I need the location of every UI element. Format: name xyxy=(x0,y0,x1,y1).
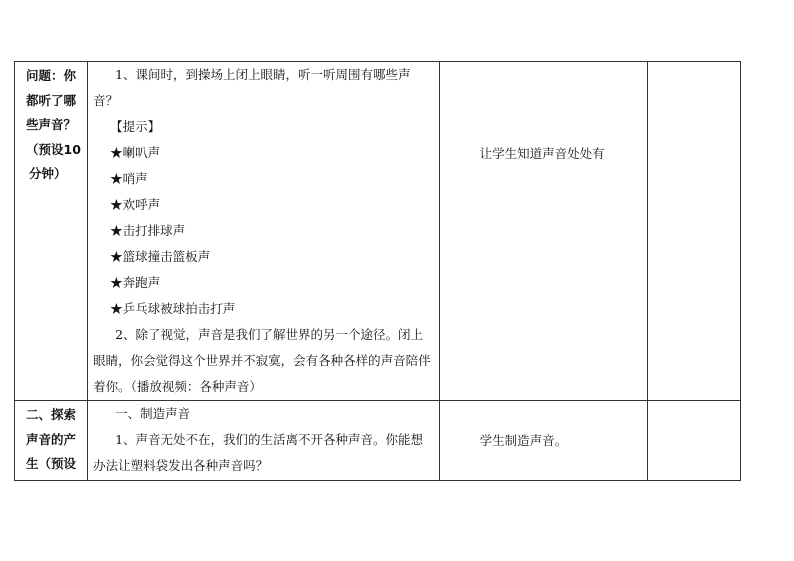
table-row xyxy=(15,62,741,401)
activity-paragraph: 1、课间时，到操场上闭上眼睛，听一听周围有哪些声音？ xyxy=(93,67,411,108)
goal-text: 让学生知道声音处处有 xyxy=(479,146,605,161)
lesson-plan-table xyxy=(14,61,741,481)
hint-item: ★奔跑声 xyxy=(110,275,161,290)
note-cell xyxy=(647,62,740,401)
goal-cell xyxy=(439,62,647,401)
activity-heading: 一、制造声音 xyxy=(115,406,191,421)
note-cell xyxy=(647,401,740,481)
activity-paragraph: 2、除了视觉，声音是我们了解世界的另一个途径。闭上眼睛，你会觉得这个世界并不寂寞，会有各种各样的声音陪伴着你。（播放视频：各种声音） xyxy=(93,327,431,394)
activity-cell xyxy=(88,62,439,401)
section-cell xyxy=(15,401,88,481)
goal-cell xyxy=(439,401,647,481)
hint-title: 【提示】 xyxy=(110,119,161,134)
goal-text: 学生制造声音。 xyxy=(479,433,568,448)
activity-paragraph: 1、声音无处不在，我们的生活离不开各种声音。你能想办法让塑料袋发出各种声音吗？ xyxy=(93,432,424,473)
section-cell xyxy=(15,62,88,401)
hint-item: ★篮球撞击篮板声 xyxy=(110,249,211,264)
hint-item: ★欢呼声 xyxy=(110,197,161,212)
activity-cell xyxy=(88,401,439,481)
table-row xyxy=(15,401,741,481)
section-label: 问题：你 都听了哪 些声音？ （预设10 分钟） xyxy=(26,68,81,181)
hint-item: ★击打排球声 xyxy=(110,223,186,238)
hint-item: ★喇叭声 xyxy=(110,145,161,160)
hint-item: ★乒乓球被球拍击打声 xyxy=(110,301,236,316)
hint-item: ★哨声 xyxy=(110,171,148,186)
section-label: 二、探索 声音的产 生（预设 xyxy=(26,407,77,471)
